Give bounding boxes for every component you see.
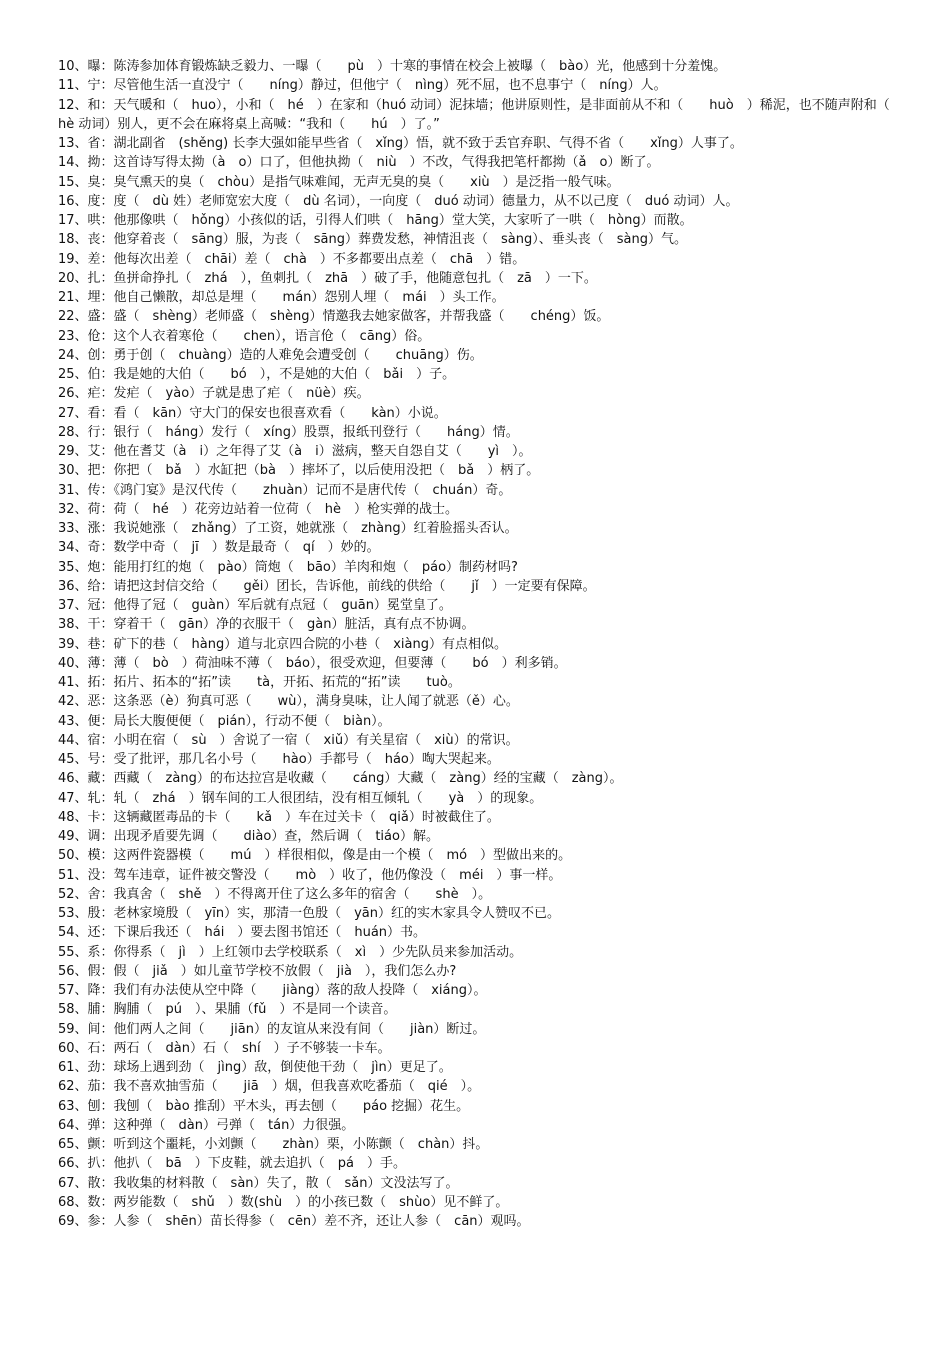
entry-line: 38、干：穿着干（ gān）净的衣服干（ gàn）脏活，真有点不协调。 bbox=[58, 617, 475, 633]
entry-line: 33、涨：我说她涨（ zhǎng）了工资，她就涨（ zhàng）红着脸摇头否认。 bbox=[58, 521, 518, 536]
entry-line: 10、曝：陈涛参加体育锻炼缺乏毅力、一曝（ pù ）十寒的事情在校会上被曝（ bào）光，他感到十分羞愧。 bbox=[58, 59, 727, 74]
entry-line: 54、还：下课后我还（ hái ）要去图书馆还（ huán）书。 bbox=[58, 925, 427, 941]
entry-line: 39、巷：矿下的巷（ hàng）道与北京四合院的小巷（ xiàng）有点相似。 bbox=[58, 636, 508, 652]
entry-line: 59、间：他们两人之间（ jiān）的友谊从来没有间（ jiàn）断过。 bbox=[58, 1021, 486, 1037]
entry-line: 60、石：两石（ dàn）石（ shí ）子不够装一卡车。 bbox=[58, 1040, 391, 1056]
entry-line: 69、参：人参（ shēn）苗长得参（ cēn）差不齐，还让人参（ cān）观吗。 bbox=[58, 1214, 530, 1229]
entry-line: 49、调：出现矛盾要先调（ diào）查，然后调（ tiáo）解。 bbox=[58, 829, 439, 844]
entry-line: 50、模：这两件瓷器模（ mú ）样很相似，像是由一个模（ mó ）型做出来的。 bbox=[58, 848, 572, 864]
entry-line: 28、行：银行（ háng）发行（ xíng）股票，报纸刊登行（ háng）情。 bbox=[58, 424, 519, 440]
entry-line: 22、盛：盛（ shèng）老师盛（ shèng）情邀我去她家做客，并帮我盛（ chéng）饭。 bbox=[58, 309, 610, 325]
entry-line: 35、炮：能用打红的炮（ pào）筒炮（ bāo）羊肉和炮（ páo）制药材吗? bbox=[58, 559, 518, 575]
entry-line: 36、给：请把这封信交给（ gěi）团长，告诉他，前线的供给（ jǐ ）一定要有保障。 bbox=[58, 578, 596, 594]
entry-line: 53、殷：老林家境殷（ yīn）实，那清一色殷（ yān）红的实木家具令人赞叹不已。 bbox=[58, 906, 560, 921]
entry-line: 29、艾：他在耆艾（à i）之年得了艾（à i）滋病，整天自怨自艾（ yì ）。 bbox=[58, 444, 532, 459]
entry-line: 40、薄：薄（ bò ）荷油味不薄（ báo），很受欢迎，但要薄（ bó ）利多销。 bbox=[58, 655, 567, 671]
entry-line: 11、宁：尽管他生活一直没宁（ níng）静过，但他宁（ nìng）死不屈，也不息事宁（ níng）人。 bbox=[58, 78, 667, 94]
entry-line: 47、轧：轧（ zhá ）钢车间的工人很团结，没有相互倾轧（ yà ）的现象。 bbox=[58, 790, 543, 806]
entry-line: 55、系：你得系（ jì ）上红领巾去学校联系（ xì ）少先队员来参加活动。 bbox=[58, 944, 523, 960]
entry-line: 42、恶：这条恶（è）狗真可恶（ wù），满身臭味，让人闻了就恶（ě）心。 bbox=[58, 694, 519, 710]
entry-line: 45、号：受了批评，那几名小号（ hào）手都号（ háo）啕大哭起来。 bbox=[58, 752, 500, 767]
entry-line: 15、臭：臭气熏天的臭（ chòu）是指气味难闻，无声无臭的臭（ xiù ）是泛指一般气味。 bbox=[58, 174, 620, 190]
entry-line: 66、扒：他扒（ bā ）下皮鞋，就去追扒（ pá ）手。 bbox=[58, 1156, 406, 1172]
entry-line: 24、创：勇于创（ chuàng）造的人难免会遭受创（ chuāng）伤。 bbox=[58, 347, 483, 363]
entry-line: 32、荷：荷（ hé ）花旁边站着一位荷（ hè ）枪实弹的战士。 bbox=[58, 501, 459, 517]
entry-line: 67、散：我收集的材料散（ sàn）失了，散（ sǎn）文没法写了。 bbox=[58, 1175, 459, 1191]
entry-line: 51、没：驾车违章，证件被交警没（ mò ）收了，他仍像没（ méi ）事一样。 bbox=[58, 867, 562, 883]
entry-line: 30、把：你把（ bǎ ）水缸把（bà ）摔坏了，以后使用没把（ bǎ ）柄了。 bbox=[58, 463, 540, 479]
entry-line: 48、卡：这辆藏匿毒品的卡（ kǎ ）车在过关卡（ qiǎ）时被截住了。 bbox=[58, 809, 500, 825]
entry-line: 20、扎：鱼拼命挣扎（ zhá ），鱼刺扎（ zhā ）破了手，他随意包扎（ zā ）一下。 bbox=[58, 270, 597, 286]
entry-line: 43、便：局长大腹便便（ pián），行动不便（ biàn）。 bbox=[58, 713, 391, 729]
entry-line: 62、茄：我不喜欢抽雪茄（ jiā ）烟，但我喜欢吃番茄（ qié ）。 bbox=[58, 1079, 481, 1095]
entry-line: 31、传：《鸿门宴》是汉代传（ zhuàn）记而不是唐代传（ chuán）奇。 bbox=[58, 482, 512, 498]
entry-line: 12、和：天气暖和（ huo），小和（ hé ）在家和（huó 动词）泥抹墙；他讲原则性，是非面前从不和（ huò ）稀泥，也不随声附和（ hè 动词）别人，更不会在麻将桌上高喊：“我和（ hú ）了。” bbox=[58, 97, 903, 132]
entry-line: 65、颤：听到这个噩耗，小刘颤（ zhàn）栗，小陈颤（ chàn）抖。 bbox=[58, 1137, 489, 1152]
entry-line: 61、劲：球场上遇到劲（ jìng）敌，倒使他干劲（ jìn）更足了。 bbox=[58, 1060, 452, 1075]
document-page bbox=[58, 57, 918, 1231]
entry-line: 41、拓：拓片、拓本的“拓”读 tà，开拓、拓荒的“拓”读 tuò。 bbox=[58, 675, 461, 690]
entry-line: 26、疟：发疟（ yào）子就是患了疟（ nüè）疾。 bbox=[58, 386, 370, 402]
entry-line: 17、哄：他那像哄（ hǒng）小孩似的话，引得人们哄（ hāng）堂大笑，大家听了一哄（ hòng）而散。 bbox=[58, 213, 693, 228]
entry-line: 63、刨：我刨（ bào 推刮）平木头，再去刨（ páo 挖掘）花生。 bbox=[58, 1098, 470, 1114]
entry-line: 21、埋：他自己懒散，却总是埋（ mán）怨别人埋（ mái ）头工作。 bbox=[58, 290, 505, 305]
entry-line: 34、奇：数学中奇（ jī ）数是最奇（ qí ）妙的。 bbox=[58, 540, 380, 556]
entry-line: 23、伧：这个人衣着寒伧（ chen），语言伧（ cāng）俗。 bbox=[58, 328, 431, 344]
entry-line: 68、数：两岁能数（ shǔ ）数(shù ）的小孩已数（ shùo）见不鲜了。 bbox=[58, 1194, 509, 1210]
entry-line: 37、冠：他得了冠（ guàn）军后就有点冠（ guān）冕堂皇了。 bbox=[58, 598, 452, 613]
entry-line: 56、假：假（ jiǎ ）如儿童节学校不放假（ jià ），我们怎么办? bbox=[58, 963, 457, 979]
entry-line: 16、度：度（ dù 姓）老师宽宏大度（ dù 名词），一向度（ duó 动词）德量力，从不以己度（ duó 动词）人。 bbox=[58, 193, 739, 209]
entry-line: 57、降：我们有办法使从空中降（ jiàng）落的敌人投降（ xiáng）。 bbox=[58, 983, 487, 998]
entry-line: 13、省：湖北副省 (shěng) 长李大强如能早些省（ xǐng）悟，就不致于丢官弃职、气得不省（ xǐng）人事了。 bbox=[58, 136, 743, 151]
entry-line: 64、弹：这种弹（ dàn）弓弹（ tán）力很强。 bbox=[58, 1117, 355, 1133]
entry-line: 46、藏：西藏（ zàng）的布达拉宫是收藏（ cáng）大藏（ zàng）经的宝藏（ zàng）。 bbox=[58, 771, 623, 787]
entry-line: 27、看：看（ kān）守大门的保安也很喜欢看（ kàn）小说。 bbox=[58, 405, 447, 421]
entry-line: 19、差：他每次出差（ chāi）差（ chà ）不多都要出点差（ chā ）错。 bbox=[58, 251, 526, 267]
entry-line: 14、拗：这首诗写得太拗（à o）口了，但他执拗（ niù ）不改，气得我把笔杆都拗（ǎ o）断了。 bbox=[58, 155, 660, 171]
entry-line: 18、丧：他穿着丧（ sāng）服，为丧（ sāng）葬费发愁，神情沮丧（ sàng）、垂头丧（ sàng）气。 bbox=[58, 232, 687, 248]
entry-list bbox=[58, 57, 918, 1231]
entry-line: 25、伯：我是她的大伯（ bó ），不是她的大伯（ bǎi ）子。 bbox=[58, 367, 456, 382]
entry-line: 58、脯：胸脯（ pú ）、果脯（fǔ ）不是同一个读音。 bbox=[58, 1002, 397, 1018]
entry-line: 52、舍：我真舍（ shě ）不得离开住了这么多年的宿舍（ shè ）。 bbox=[58, 886, 492, 902]
entry-line: 44、宿：小明在宿（ sù ）舍说了一宿（ xiǔ）有关星宿（ xiù）的常识。 bbox=[58, 732, 519, 748]
